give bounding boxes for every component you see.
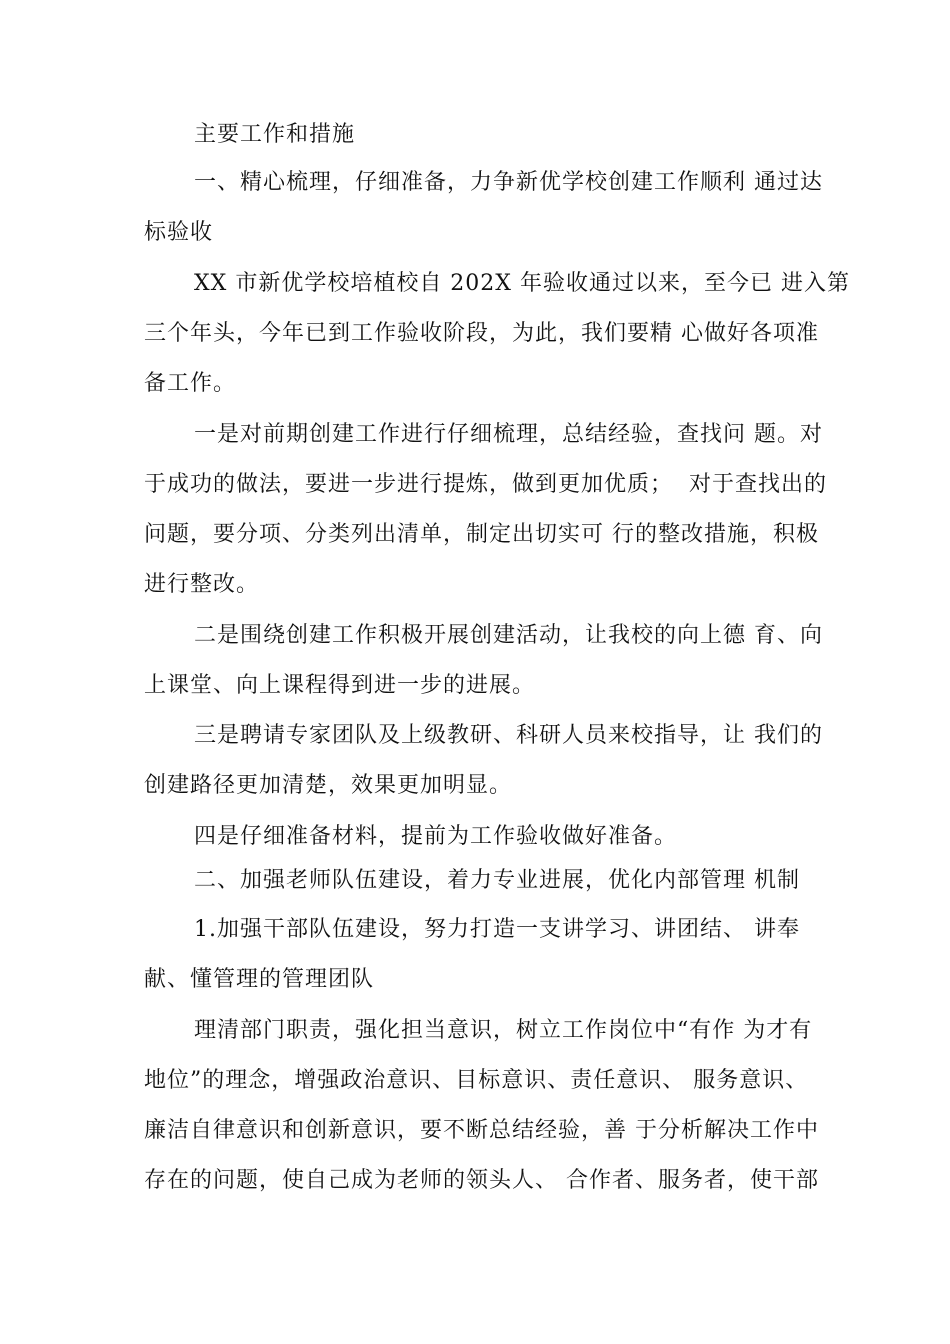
- paragraph-line: 进行整改。: [144, 572, 260, 597]
- paragraph-line: 四是仔细准备材料，提前为工作验收做好准备。: [194, 824, 678, 849]
- heading-2: 二、加强老师队伍建设，着力专业进展，优化内部管理 机制: [194, 868, 800, 893]
- paragraph-line: 廉洁自律意识和创新意识，要不断总结经验，善 于分析解决工作中: [144, 1118, 819, 1143]
- subheading-1-cont: 献、懂管理的管理团队: [144, 967, 375, 992]
- paragraph-line: 地位”的理念，增强政治意识、目标意识、责任意识、 服务意识、: [144, 1068, 809, 1093]
- section-heading: 主要工作和措施: [194, 122, 356, 147]
- paragraph-line: XX 市新优学校培植校自 202X 年验收通过以来，至今已 进入第: [194, 271, 850, 296]
- paragraph-line: 理清部门职责，强化担当意识，树立工作岗位中“有作 为才有: [194, 1018, 813, 1043]
- paragraph-line: 一是对前期创建工作进行仔细梳理，总结经验，查找问 题。对: [194, 422, 823, 447]
- paragraph-line: 三是聘请专家团队及上级教研、科研人员来校指导，让 我们的: [194, 723, 823, 748]
- paragraph-line: 备工作。: [144, 371, 237, 396]
- paragraph-line: 二是围绕创建工作积极开展创建活动，让我校的向上德 育、向: [194, 623, 823, 648]
- paragraph-line: 创建路径更加清楚，效果更加明显。: [144, 773, 513, 798]
- paragraph-line: 三个年头，今年已到工作验收阶段，为此，我们要精 心做好各项准: [144, 321, 819, 346]
- heading-1-cont: 标验收: [144, 220, 214, 245]
- paragraph-line: 存在的问题，使自己成为老师的领头人、 合作者、服务者，使干部: [144, 1168, 819, 1193]
- heading-1: 一、精心梳理，仔细准备，力争新优学校创建工作顺利 通过达: [194, 170, 823, 195]
- subheading-1: 1.加强干部队伍建设，努力打造一支讲学习、讲团结、 讲奉: [194, 917, 800, 942]
- paragraph-line: 于成功的做法，要进一步进行提炼，做到更加优质； 对于查找出的: [144, 472, 827, 497]
- paragraph-line: 上课堂、向上课程得到进一步的进展。: [144, 673, 536, 698]
- paragraph-line: 问题，要分项、分类列出清单，制定出切实可 行的整改措施，积极: [144, 522, 819, 547]
